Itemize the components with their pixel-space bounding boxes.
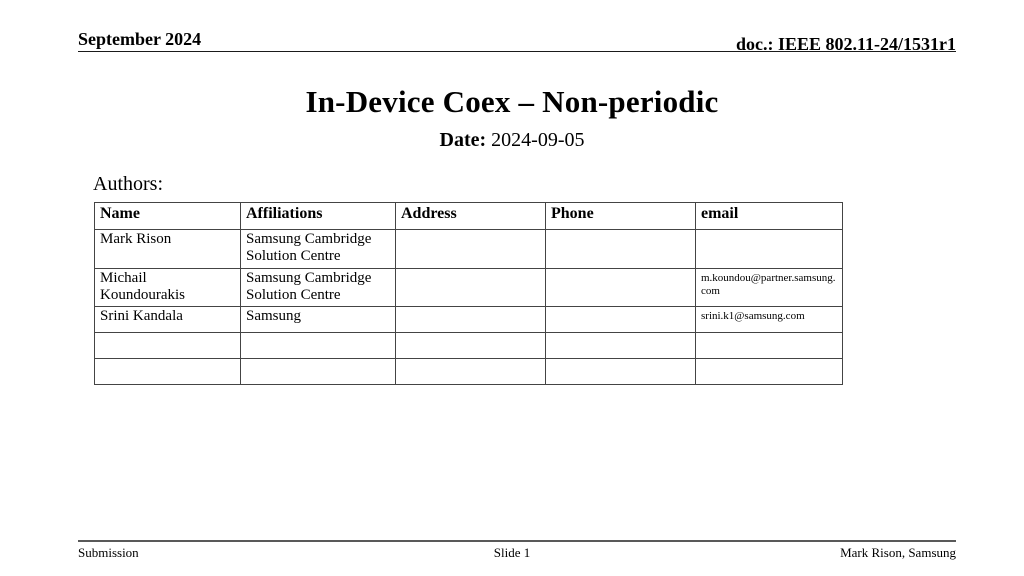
- col-header-email: email: [696, 203, 843, 230]
- author-name-cell: Srini Kandala: [95, 307, 241, 333]
- author-name-cell: Mark Rison: [95, 230, 241, 269]
- header-doc-number: doc.: IEEE 802.11-24/1531r1: [735, 34, 956, 54]
- author-phone-cell: [546, 268, 696, 307]
- table-row-empty: [95, 333, 843, 359]
- author-email-cell: srini.k1@samsung.com: [696, 307, 843, 333]
- author-affiliation-cell: [241, 359, 396, 385]
- table-row: [95, 268, 843, 307]
- table-row: [95, 230, 843, 269]
- table-row-empty: [95, 359, 843, 385]
- author-email-cell: [696, 333, 843, 359]
- author-email-cell: [696, 230, 843, 269]
- author-address-cell: [396, 333, 546, 359]
- author-phone-cell: [546, 333, 696, 359]
- author-address-cell: [396, 230, 546, 269]
- footer-rule: [78, 540, 956, 542]
- authors-label: Authors:: [93, 173, 163, 195]
- author-name-cell: [95, 333, 241, 359]
- table-row: [95, 307, 843, 333]
- authors-table: [94, 202, 843, 385]
- date-label: Date:: [439, 129, 487, 151]
- author-name-cell: [95, 359, 241, 385]
- footer-submission-label: Submission: [78, 545, 139, 560]
- author-phone-cell: [546, 230, 696, 269]
- author-address-cell: [396, 359, 546, 385]
- author-email-cell: [696, 359, 843, 385]
- author-address-cell: [396, 307, 546, 333]
- header-date: September 2024: [78, 29, 202, 49]
- author-affiliation-cell: [241, 333, 396, 359]
- author-phone-cell: [546, 359, 696, 385]
- col-header-affiliations: Affiliations: [241, 203, 396, 230]
- author-name-cell: Michail Koundourakis: [95, 268, 241, 307]
- footer-slide-number: Slide 1: [493, 545, 531, 560]
- footer-author-credit: Mark Rison, Samsung: [840, 545, 956, 560]
- slide-title: In-Device Coex – Non-periodic: [305, 84, 719, 119]
- author-affiliation-cell: Samsung Cambridge Solution Centre: [241, 230, 396, 269]
- col-header-address: Address: [396, 203, 546, 230]
- col-header-name: Name: [95, 203, 241, 230]
- author-phone-cell: [546, 307, 696, 333]
- col-header-phone: Phone: [546, 203, 696, 230]
- table-header-row: [95, 203, 843, 230]
- date-value: 2024-09-05: [491, 129, 585, 151]
- author-affiliation-cell: Samsung: [241, 307, 396, 333]
- author-address-cell: [396, 268, 546, 307]
- date-line: [0, 129, 1024, 152]
- author-affiliation-cell: Samsung Cambridge Solution Centre: [241, 268, 396, 307]
- header-rule: [78, 51, 956, 52]
- author-email-cell: m.koundou@partner.samsung.com: [696, 268, 843, 307]
